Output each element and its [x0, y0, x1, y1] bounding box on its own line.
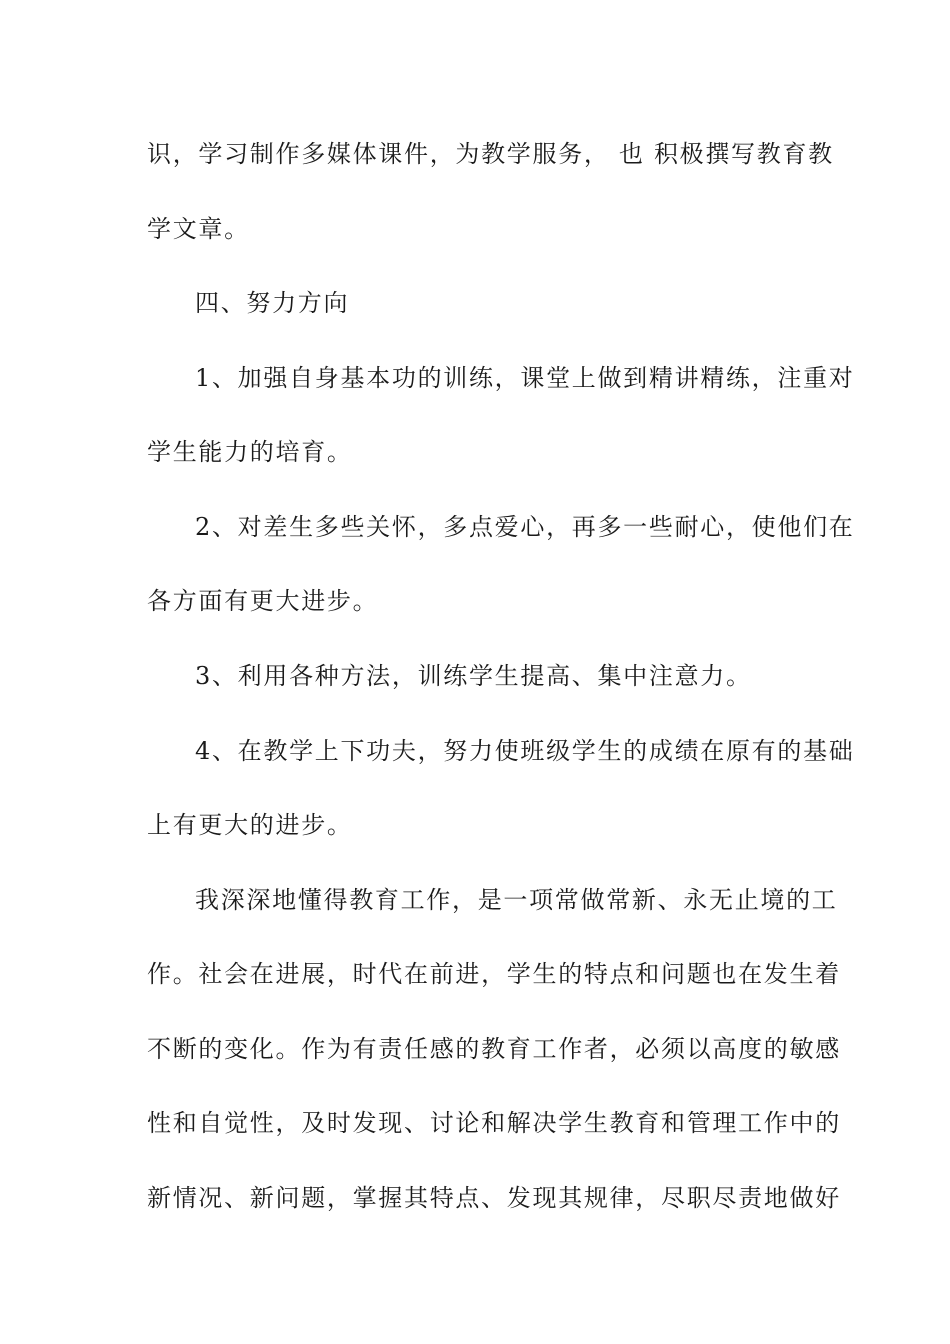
list-item: 3、利用各种方法，训练学生提高、集中注意力。 [195, 662, 752, 690]
list-item: 4、在教学上下功夫，努力使班级学生的成绩在原有的基础 [195, 737, 855, 765]
list-item: 1、加强自身基本功的训练，课堂上做到精讲精练，注重对 [195, 364, 855, 392]
text-line: 各方面有更大进步。 [147, 587, 379, 615]
text-line: 上有更大的进步。 [147, 811, 353, 839]
paragraph-line: 新情况、新问题，掌握其特点、发现其规律，尽职尽责地做好 [147, 1184, 841, 1212]
list-item: 2、对差生多些关怀，多点爱心，再多一些耐心，使他们在 [195, 513, 855, 541]
text-line: 学文章。 [147, 215, 250, 243]
text-line: 学生能力的培育。 [147, 438, 353, 466]
paragraph-line: 我深深地懂得教育工作，是一项常做常新、永无止境的工 [195, 886, 838, 914]
paragraph-line: 作。社会在进展，时代在前进，学生的特点和问题也在发生着 [147, 960, 841, 988]
section-heading: 四、努力方向 [195, 289, 350, 317]
paragraph-line: 性和自觉性，及时发现、讨论和解决学生教育和管理工作中的 [147, 1109, 841, 1137]
text-line: 识，学习制作多媒体课件，为教学服务， 也 积极撰写教育教 [147, 140, 834, 168]
paragraph-line: 不断的变化。作为有责任感的教育工作者，必须以高度的敏感 [147, 1035, 841, 1063]
